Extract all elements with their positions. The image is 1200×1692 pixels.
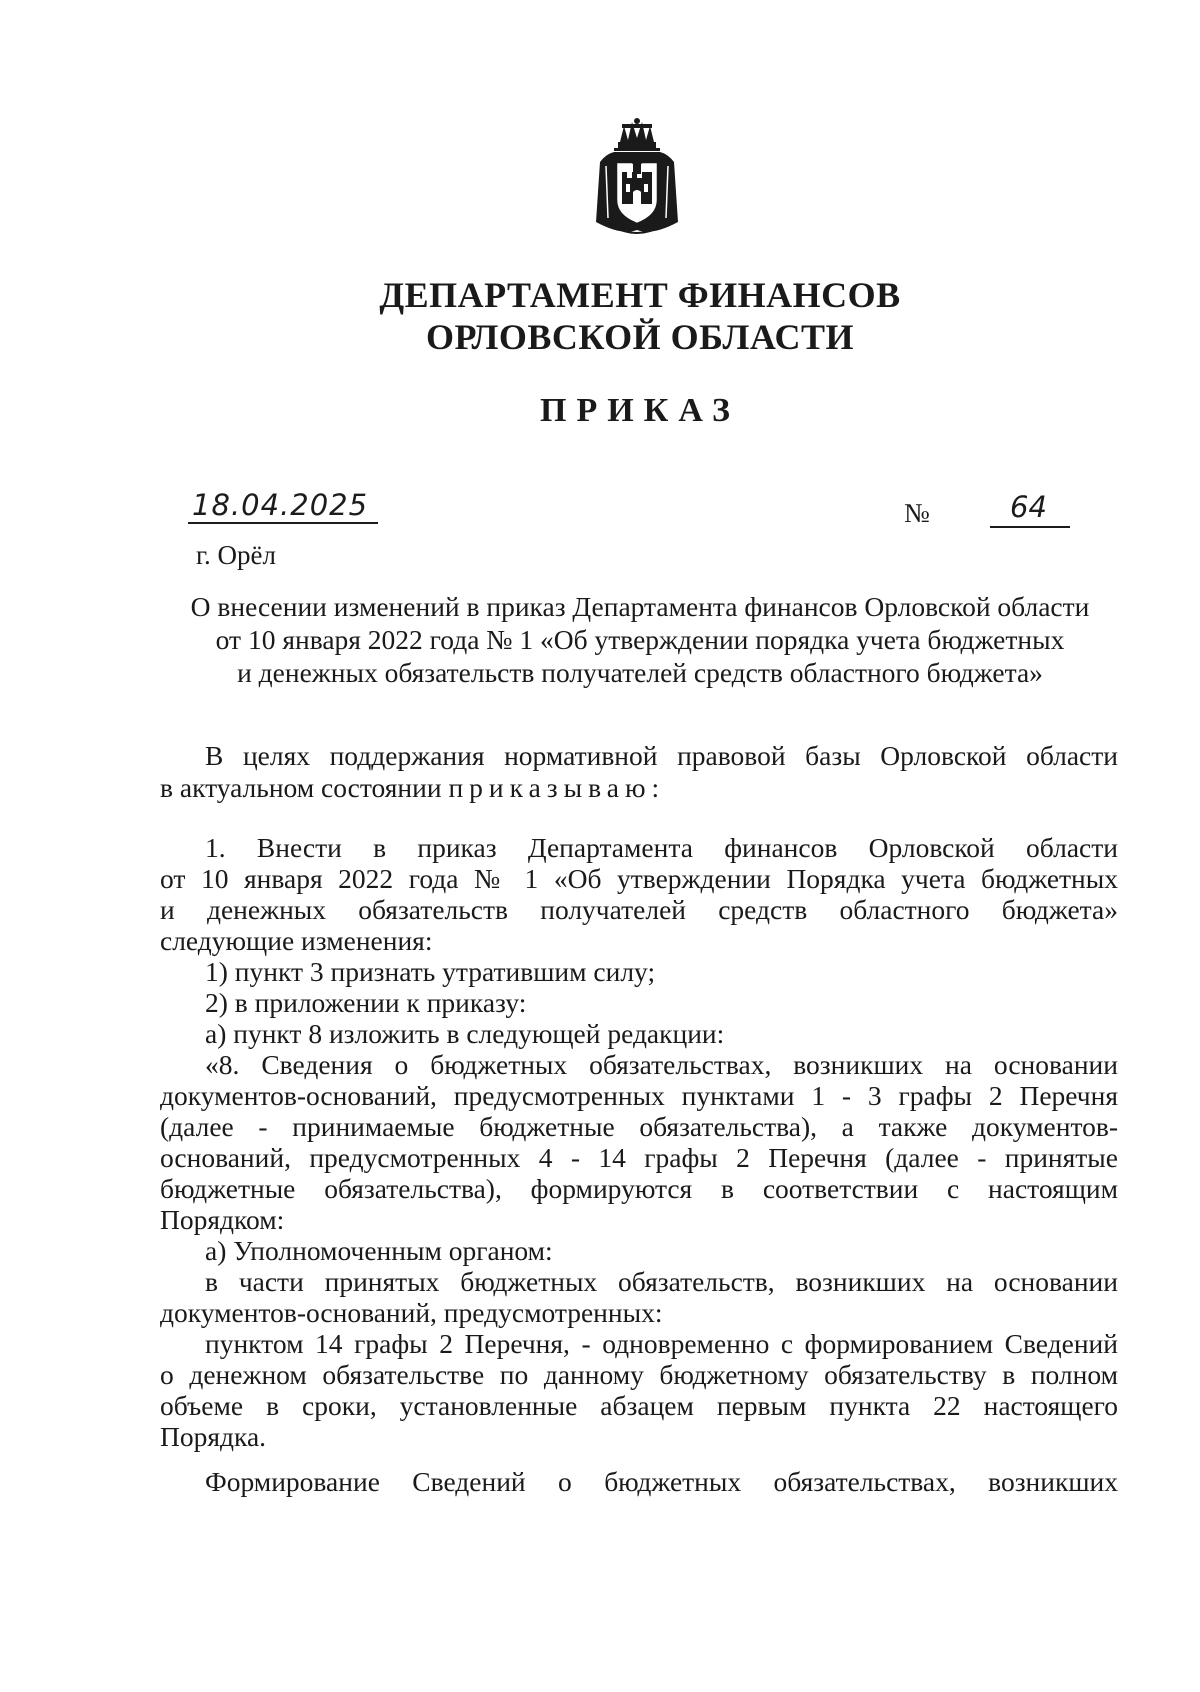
document-date-handwritten: 18.04.2025 <box>192 488 369 522</box>
date-underline <box>188 522 378 524</box>
body-line: а) Уполномоченным органом: <box>205 1235 553 1266</box>
body-line: документов-оснований, предусмотренных пунктами 1 - 3 графы 2 Перечня <box>160 1080 1118 1111</box>
number-sign: № <box>904 498 930 528</box>
body-line: Порядка. <box>160 1421 267 1452</box>
body-line: Порядком: <box>160 1204 285 1235</box>
body-line: пунктом 14 графы 2 Перечня, - одновременно с формированием Сведений <box>205 1328 1118 1359</box>
subject-line-2: от 10 января 2022 года № 1 «Об утверждении порядка учета бюджетных <box>215 624 1065 655</box>
body-line: бюджетные обязательства), формируются в соответствии с настоящим <box>160 1173 1118 1204</box>
body-line: объеме в сроки, установленные абзацем первым пункта 22 настоящего <box>160 1390 1118 1421</box>
body-line: «8. Сведения о бюджетных обязательствах, возникших на основании <box>205 1049 1118 1080</box>
body-line: и денежных обязательств получателей средств областного бюджета» <box>160 894 1118 925</box>
coat-of-arms-emblem <box>592 118 682 240</box>
body-line: о денежном обязательстве по данному бюджетному обязательству в полном <box>160 1359 1118 1390</box>
body-line: 1. Внести в приказ Департамента финансов Орловской области <box>205 832 1118 863</box>
preamble-line-1: В целях поддержания нормативной правовой базы Орловской области <box>205 740 1118 771</box>
body-line: а) пункт 8 изложить в следующей редакции: <box>205 1018 725 1049</box>
body-line: 2) в приложении к приказу: <box>205 987 527 1018</box>
subject-line-1: О внесении изменений в приказ Департамента финансов Орловской области <box>190 591 1090 622</box>
subject-line-3: и денежных обязательств получателей средств областного бюджета» <box>237 657 1043 688</box>
body-line: документов-оснований, предусмотренных: <box>160 1297 663 1328</box>
city-label: г. Орёл <box>196 540 276 570</box>
order-word: приказываю: <box>448 772 666 803</box>
preamble-line-2 <box>160 772 1118 804</box>
number-underline <box>990 526 1070 528</box>
body-line: оснований, предусмотренных 4 - 14 графы 2 Перечня (далее - принятые <box>160 1142 1118 1173</box>
body-line: (далее - принимаемые бюджетные обязательства), а также документов- <box>160 1111 1118 1142</box>
document-number-handwritten: 64 <box>1010 490 1047 524</box>
body-line: от 10 января 2022 года № 1 «Об утверждении Порядка учета бюджетных <box>160 863 1118 894</box>
department-title-line-2: ОРЛОВСКОЙ ОБЛАСТИ <box>425 317 855 357</box>
document-type-heading: ПРИКАЗ <box>540 392 740 429</box>
body-line: 1) пункт 3 признать утратившим силу; <box>205 956 656 987</box>
department-title-line-1: ДЕПАРТАМЕНТ ФИНАНСОВ <box>379 275 901 315</box>
body-line: следующие изменения: <box>160 925 433 956</box>
preamble-text: в актуальном состоянии <box>160 772 442 803</box>
body-line: Формирование Сведений о бюджетных обязательствах, возникших <box>205 1466 1118 1497</box>
body-line: в части принятых бюджетных обязательств, возникших на основании <box>205 1266 1118 1297</box>
